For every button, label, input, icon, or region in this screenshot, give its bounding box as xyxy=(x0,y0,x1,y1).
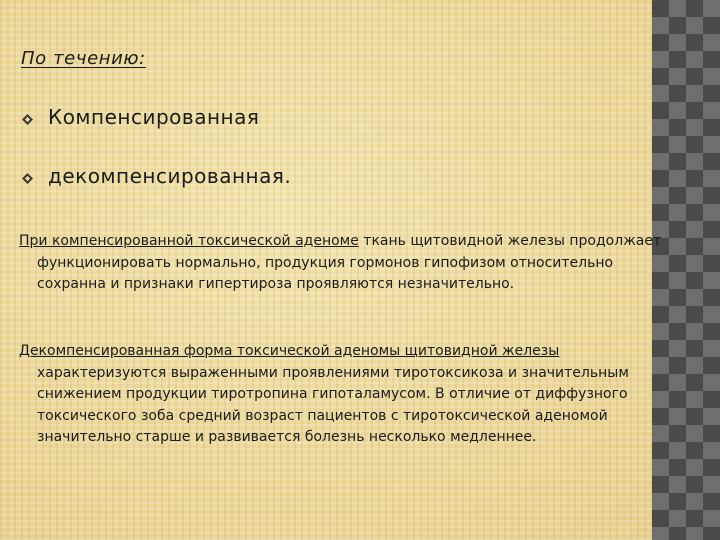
paragraph-underlined-lead: При компенсированной токсической аденоме xyxy=(19,233,359,249)
diamond-bullet-icon xyxy=(22,173,33,184)
paragraph-compensated xyxy=(19,231,673,296)
slide-title: По течению: xyxy=(21,48,146,69)
paragraph-body: характеризуются выраженными проявлениями тиротоксикоза и значительным снижением продукции тиротропина гипоталамусом. В отличие от диффузного токсического зоба средний возраст пациентов с тиротоксической аденомой значительно старше и развивается болезнь несколько медленнее. xyxy=(37,364,629,445)
diamond-bullet-icon xyxy=(22,114,33,125)
paragraph-underlined-lead: Декомпенсированная форма токсической аденомы щитовидной железы xyxy=(19,343,560,359)
bullet-text: декомпенсированная. xyxy=(48,164,292,188)
paragraph-decompensated xyxy=(19,341,673,449)
paragraph-body: ткань щитовидной железы продолжает функционировать нормально, продукция гормонов гипофизом относительно сохранна и признаки гипертироза проявляются незначительно. xyxy=(37,233,662,292)
bullet-text: Компенсированная xyxy=(48,105,260,129)
